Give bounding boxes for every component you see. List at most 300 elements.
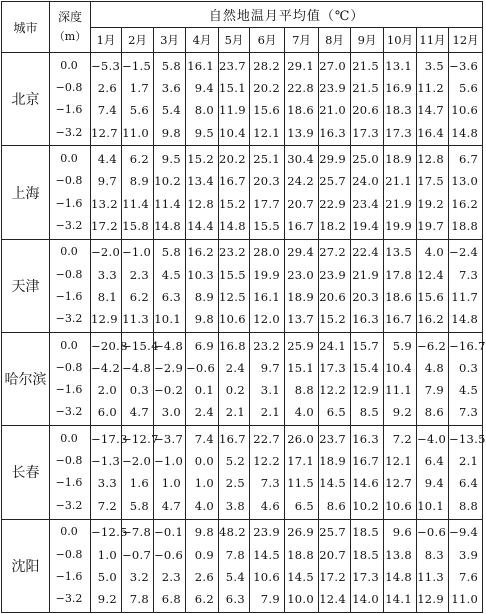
depth-value: −1.6 — [55, 383, 83, 397]
temperature-value: −0.6 — [186, 360, 216, 375]
temperature-value: 16.2 — [417, 312, 444, 327]
month-header: 5月 — [219, 28, 250, 53]
temperature-value: −16.7 — [449, 338, 486, 353]
month-values-cell — [417, 146, 449, 239]
temperature-value: 6.7 — [458, 152, 479, 167]
temperature-value: 5.2 — [225, 454, 245, 469]
month-values-cell — [319, 53, 351, 146]
temperature-value: 3.2 — [129, 569, 149, 584]
temperature-value: 6.2 — [129, 289, 149, 304]
temperature-value: −2.0 — [122, 454, 152, 469]
month-values-cell — [449, 333, 486, 426]
temperature-value: 3.8 — [225, 498, 245, 513]
month-values-cell — [122, 519, 154, 612]
temperature-value: 21.1 — [385, 174, 412, 189]
temperature-value: −12.7 — [122, 432, 159, 447]
temperature-value: 21.0 — [319, 103, 346, 118]
temperature-value: 19.4 — [352, 218, 379, 233]
temperature-value: 0.3 — [458, 360, 479, 375]
depth-value: −1.6 — [55, 569, 83, 583]
temperature-value: −0.1 — [154, 525, 184, 540]
temperature-value: 5.6 — [458, 81, 479, 96]
month-values-cell — [417, 519, 449, 612]
temperature-value: −4.8 — [154, 338, 184, 353]
temperature-value: 17.3 — [319, 360, 346, 375]
temperature-value: 23.2 — [253, 338, 280, 353]
temperature-value: 14.8 — [451, 125, 479, 140]
depth-value: −3.2 — [55, 498, 83, 512]
month-values-cell — [319, 146, 351, 239]
month-values-cell — [250, 239, 285, 332]
temperature-value: 11.0 — [122, 125, 149, 140]
temperature-value: 12.8 — [187, 196, 214, 211]
temperature-value: 13.4 — [187, 174, 214, 189]
month-values-cell — [449, 519, 483, 612]
temperature-value: 0.3 — [129, 383, 149, 398]
temperature-value: 16.7 — [352, 454, 379, 469]
temperature-value: 15.2 — [187, 152, 214, 167]
month-values-cell — [186, 333, 219, 426]
temperature-value: 9.4 — [424, 476, 444, 491]
temperature-value: 17.3 — [352, 569, 379, 584]
temperature-value: −6.2 — [417, 338, 447, 353]
depth-value: −0.8 — [55, 81, 83, 95]
temperature-value: 10.4 — [385, 360, 412, 375]
temperature-value: 10.4 — [219, 125, 246, 140]
temperature-value: 23.9 — [253, 525, 280, 540]
temperature-value: 13.5 — [385, 245, 412, 260]
temperature-value: 9.5 — [161, 152, 181, 167]
temperature-value: 0.9 — [194, 547, 214, 562]
month-values-cell — [122, 239, 154, 332]
temperature-value: 9.7 — [260, 360, 280, 375]
temperature-value: 1.0 — [97, 547, 117, 562]
month-values-cell — [186, 519, 219, 612]
temperature-value: 18.6 — [385, 289, 412, 304]
month-values-cell — [351, 146, 384, 239]
temperature-value: 11.2 — [417, 81, 444, 96]
depth-cell — [50, 53, 91, 146]
temperature-value: 16.8 — [219, 338, 246, 353]
temperature-value: 17.7 — [253, 196, 280, 211]
city-block — [2, 519, 483, 612]
temperature-value: 16.3 — [352, 432, 379, 447]
depth-value: −3.2 — [55, 218, 83, 232]
temperature-value: 7.3 — [458, 267, 479, 282]
temperature-value: 2.1 — [260, 405, 280, 420]
temperature-value: 14.6 — [352, 476, 379, 491]
month-values-cell — [449, 146, 483, 239]
temperature-value: 4.5 — [458, 383, 479, 398]
depth-value: 0.0 — [60, 432, 78, 446]
month-values-cell — [384, 333, 417, 426]
month-values-cell — [351, 333, 384, 426]
temperature-value: 6.4 — [458, 476, 479, 491]
month-values-cell — [417, 426, 449, 519]
temperature-value: −2.9 — [154, 360, 184, 375]
temperature-value: 9.5 — [194, 125, 214, 140]
temperature-value: 14.5 — [319, 476, 346, 491]
temperature-value: 25.1 — [253, 152, 280, 167]
depth-value: −0.8 — [55, 547, 83, 561]
temperature-value: 14.5 — [253, 547, 280, 562]
month-values-cell — [154, 426, 186, 519]
temperature-value: 0.2 — [225, 383, 245, 398]
month-values-cell — [384, 239, 417, 332]
month-values-cell — [91, 239, 122, 332]
temperature-value: 2.1 — [458, 454, 479, 469]
depth-value: −3.2 — [55, 592, 83, 606]
month-values-cell — [122, 53, 154, 146]
depth-cell — [50, 146, 91, 239]
month-values-cell — [91, 519, 128, 612]
temperature-value: 18.6 — [287, 103, 314, 118]
temperature-value: 2.5 — [225, 476, 245, 491]
temperature-value: 15.2 — [219, 196, 246, 211]
temperature-value: 4.4 — [97, 152, 117, 167]
temperature-value: 24.2 — [287, 174, 314, 189]
temperature-value: −2.0 — [91, 245, 121, 260]
month-header: 8月 — [319, 28, 351, 53]
month-values-cell — [154, 519, 186, 612]
temperature-value: 8.9 — [129, 174, 149, 189]
temperature-value: 8.0 — [194, 103, 214, 118]
month-values-cell — [319, 426, 351, 519]
temperature-value: 16.4 — [417, 125, 444, 140]
temperature-value: 3.5 — [424, 58, 444, 73]
city-name: 天津 — [2, 239, 50, 332]
temperature-value: 23.7 — [219, 58, 246, 73]
month-values-cell — [219, 239, 250, 332]
temperature-value: 4.0 — [424, 245, 444, 260]
temperature-value: 23.9 — [319, 267, 346, 282]
month-values-cell — [250, 146, 285, 239]
temperature-value: 15.6 — [253, 103, 280, 118]
temperature-value: −3.7 — [154, 432, 184, 447]
temperature-value: 19.9 — [385, 218, 412, 233]
temperature-value: 29.1 — [287, 58, 314, 73]
header-depth — [50, 2, 91, 53]
temperature-value: 4.6 — [260, 498, 280, 513]
header-depth-unit: （m） — [53, 30, 87, 44]
temperature-value: 14.4 — [187, 218, 214, 233]
temperature-value: 0.0 — [194, 454, 214, 469]
temperature-value: 14.5 — [287, 569, 314, 584]
temperature-value: 5.6 — [129, 103, 149, 118]
temperature-value: 2.6 — [97, 81, 117, 96]
month-values-cell — [351, 519, 384, 612]
temperature-value: −0.2 — [154, 383, 184, 398]
month-values-cell — [186, 426, 219, 519]
temperature-value: 12.7 — [385, 476, 412, 491]
temperature-value: 28.0 — [253, 245, 280, 260]
depth-cell — [50, 239, 91, 332]
temperature-value: 7.4 — [194, 432, 214, 447]
month-values-cell — [91, 53, 122, 146]
temperature-value: 11.4 — [154, 196, 181, 211]
temperature-value: −0.7 — [122, 547, 152, 562]
city-name: 长春 — [2, 426, 50, 519]
temperature-value: 6.2 — [194, 592, 214, 607]
temperature-value: 17.3 — [352, 125, 379, 140]
month-values-cell — [285, 519, 319, 612]
temperature-value: 21.5 — [352, 81, 379, 96]
temperature-value: 23.2 — [219, 245, 246, 260]
temperature-value: 24.0 — [352, 174, 379, 189]
temperature-value: 10.3 — [187, 267, 214, 282]
temperature-value: 20.2 — [219, 152, 246, 167]
temperature-value: 14.1 — [385, 592, 412, 607]
temperature-value: −17.3 — [91, 432, 128, 447]
temperature-value: 17.1 — [287, 454, 314, 469]
temperature-value: 5.8 — [129, 498, 149, 513]
temperature-value: 20.7 — [319, 547, 346, 562]
temperature-value: −1.3 — [91, 454, 121, 469]
temperature-value: −1.0 — [154, 454, 184, 469]
temperature-value: 7.8 — [225, 547, 245, 562]
month-values-cell — [91, 146, 122, 239]
temperature-value: 11.3 — [122, 312, 149, 327]
month-header: 9月 — [351, 28, 384, 53]
temperature-value: 6.3 — [225, 592, 245, 607]
month-header: 6月 — [250, 28, 285, 53]
temperature-value: 3.3 — [97, 476, 117, 491]
temperature-value: 29.4 — [287, 245, 314, 260]
depth-value: 0.0 — [60, 58, 78, 72]
temperature-value: 27.2 — [319, 245, 346, 260]
temperature-value: 18.5 — [352, 547, 379, 562]
depth-value: −1.6 — [55, 103, 83, 117]
temperature-value: 13.7 — [287, 312, 314, 327]
month-values-cell — [384, 146, 417, 239]
temperature-value: −4.8 — [122, 360, 152, 375]
month-values-cell — [319, 333, 351, 426]
temperature-value: 15.1 — [219, 81, 246, 96]
temperature-value: 11.3 — [417, 569, 444, 584]
header-city: 城市 — [2, 2, 50, 53]
temperature-value: 4.7 — [161, 498, 181, 513]
temperature-value: 0.1 — [194, 383, 214, 398]
temperature-value: 12.9 — [91, 312, 118, 327]
temperature-value: 11.0 — [451, 592, 479, 607]
month-values-cell — [219, 426, 250, 519]
temperature-value: −12.5 — [91, 525, 128, 540]
temperature-value: 16.7 — [219, 432, 246, 447]
temperature-value: 23.4 — [352, 196, 379, 211]
month-values-cell — [186, 146, 219, 239]
month-header: 11月 — [417, 28, 449, 53]
temperature-value: 8.1 — [97, 289, 117, 304]
temperature-value: 2.0 — [97, 383, 117, 398]
month-values-cell — [384, 53, 417, 146]
temperature-value: 22.7 — [253, 432, 280, 447]
month-values-cell — [417, 239, 449, 332]
temperature-value: 10.6 — [253, 569, 280, 584]
temperature-value: 19.7 — [417, 218, 444, 233]
month-values-cell — [154, 333, 186, 426]
temperature-value: −0.6 — [417, 525, 447, 540]
temperature-value: −20.8 — [91, 338, 128, 353]
month-values-cell — [319, 519, 351, 612]
month-values-cell — [154, 53, 186, 146]
depth-cell — [50, 519, 91, 612]
depth-value: −3.2 — [55, 405, 83, 419]
temperature-value: 7.2 — [97, 498, 117, 513]
temperature-value: 15.4 — [352, 360, 379, 375]
month-values-cell — [219, 333, 250, 426]
temperature-value: 7.2 — [392, 432, 412, 447]
temperature-value: 3.0 — [161, 405, 181, 420]
temperature-value: 10.6 — [385, 498, 412, 513]
temperature-value: 23.9 — [319, 81, 346, 96]
depth-value: −0.8 — [55, 360, 83, 374]
temperature-value: 25.0 — [352, 152, 379, 167]
month-header: 1月 — [91, 28, 122, 53]
temperature-value: 18.9 — [319, 454, 346, 469]
city-name: 哈尔滨 — [2, 333, 50, 426]
temperature-value: 16.7 — [287, 218, 314, 233]
temperature-value: 26.0 — [287, 432, 314, 447]
temperature-value: 13.8 — [385, 547, 412, 562]
temperature-value: −7.8 — [122, 525, 152, 540]
city-block — [2, 333, 483, 426]
month-values-cell — [285, 239, 319, 332]
month-values-cell — [285, 53, 319, 146]
temperature-value: 18.5 — [352, 525, 379, 540]
month-header: 3月 — [154, 28, 186, 53]
temperature-value: 9.8 — [194, 525, 214, 540]
temperature-value: 18.8 — [451, 218, 479, 233]
temperature-value: 5.4 — [225, 569, 245, 584]
temperature-value: 2.3 — [161, 569, 181, 584]
temperature-value: 27.0 — [319, 58, 346, 73]
temperature-value: −4.2 — [91, 360, 121, 375]
temperature-value: 6.3 — [161, 289, 181, 304]
temperature-value: 6.2 — [129, 152, 149, 167]
temperature-value: 16.3 — [319, 125, 346, 140]
soil-temperature-table — [1, 1, 486, 613]
month-values-cell — [384, 519, 417, 612]
temperature-value: 8.8 — [294, 383, 314, 398]
depth-value: 0.0 — [60, 525, 78, 539]
temperature-value: 6.0 — [97, 405, 117, 420]
temperature-value: 1.0 — [194, 476, 214, 491]
temperature-value: 3.1 — [260, 383, 280, 398]
temperature-value: −4.0 — [417, 432, 447, 447]
temperature-value: 7.3 — [458, 405, 479, 420]
temperature-value: 12.8 — [417, 152, 444, 167]
temperature-value: 11.1 — [385, 383, 412, 398]
temperature-value: 4.0 — [194, 498, 214, 513]
temperature-value: 16.9 — [385, 81, 412, 96]
header-row-1 — [2, 2, 483, 28]
month-values-cell — [219, 146, 250, 239]
month-values-cell — [449, 426, 486, 519]
month-header: 4月 — [186, 28, 219, 53]
temperature-value: 14.8 — [219, 218, 246, 233]
temperature-value: 11.7 — [451, 289, 479, 304]
city-block — [2, 426, 483, 519]
temperature-value: 15.1 — [287, 360, 314, 375]
month-values-cell — [250, 333, 285, 426]
temperature-value: 12.7 — [91, 125, 118, 140]
temperature-value: 48.2 — [219, 525, 246, 540]
temperature-value: 14.8 — [451, 312, 479, 327]
temperature-value: 9.7 — [97, 174, 117, 189]
temperature-value: 8.3 — [424, 547, 444, 562]
temperature-value: 14.7 — [417, 103, 444, 118]
temperature-value: 13.2 — [91, 196, 118, 211]
temperature-value: 15.7 — [352, 338, 379, 353]
temperature-value: 8.8 — [458, 498, 479, 513]
temperature-value: 30.4 — [287, 152, 314, 167]
temperature-value: 9.6 — [392, 525, 412, 540]
temperature-value: 16.7 — [385, 312, 412, 327]
temperature-value: 2.1 — [225, 405, 245, 420]
temperature-value: 1.0 — [161, 476, 181, 491]
temperature-value: 8.6 — [424, 405, 444, 420]
temperature-value: 2.4 — [194, 405, 214, 420]
temperature-value: 8.9 — [194, 289, 214, 304]
month-values-cell — [351, 53, 384, 146]
temperature-value: −5.3 — [91, 58, 121, 73]
temperature-value: 19.9 — [253, 267, 280, 282]
month-values-cell — [186, 53, 219, 146]
temperature-value: 6.8 — [161, 592, 181, 607]
temperature-value: −0.6 — [154, 547, 184, 562]
temperature-value: 7.8 — [129, 592, 149, 607]
temperature-value: 10.6 — [451, 103, 479, 118]
temperature-value: 12.4 — [417, 267, 444, 282]
temperature-value: 23.0 — [287, 267, 314, 282]
temperature-value: 4.8 — [424, 360, 444, 375]
temperature-value: 3.6 — [161, 81, 181, 96]
temperature-value: 23.7 — [319, 432, 346, 447]
temperature-value: 21.9 — [385, 196, 412, 211]
temperature-value: 22.8 — [287, 81, 314, 96]
temperature-value: 12.4 — [319, 592, 346, 607]
temperature-value: 6.4 — [424, 454, 444, 469]
month-values-cell — [122, 333, 159, 426]
temperature-value: 16.3 — [352, 312, 379, 327]
temperature-value: 5.8 — [161, 58, 181, 73]
temperature-value: 9.8 — [194, 312, 214, 327]
temperature-value: −9.4 — [449, 525, 479, 540]
temperature-value: 10.6 — [219, 312, 246, 327]
depth-value: −1.6 — [55, 289, 83, 303]
temperature-value: 10.2 — [352, 498, 379, 513]
temperature-value: −2.4 — [449, 245, 479, 260]
month-values-cell — [449, 239, 483, 332]
temperature-value: 21.9 — [352, 267, 379, 282]
month-values-cell — [122, 426, 159, 519]
temperature-value: 4.5 — [161, 267, 181, 282]
temperature-value: 17.8 — [385, 267, 412, 282]
month-values-cell — [154, 146, 186, 239]
month-header: 10月 — [384, 28, 417, 53]
depth-value: −0.8 — [55, 267, 83, 281]
temperature-value: 1.7 — [129, 81, 149, 96]
temperature-value: 20.2 — [253, 81, 280, 96]
temperature-value: 22.4 — [352, 245, 379, 260]
temperature-value: 17.5 — [417, 174, 444, 189]
temperature-value: 5.0 — [97, 569, 117, 584]
month-header: 2月 — [122, 28, 154, 53]
month-header: 12月 — [449, 28, 483, 53]
temperature-value: 17.2 — [91, 218, 118, 233]
temperature-value: 20.7 — [287, 196, 314, 211]
depth-cell — [50, 333, 91, 426]
